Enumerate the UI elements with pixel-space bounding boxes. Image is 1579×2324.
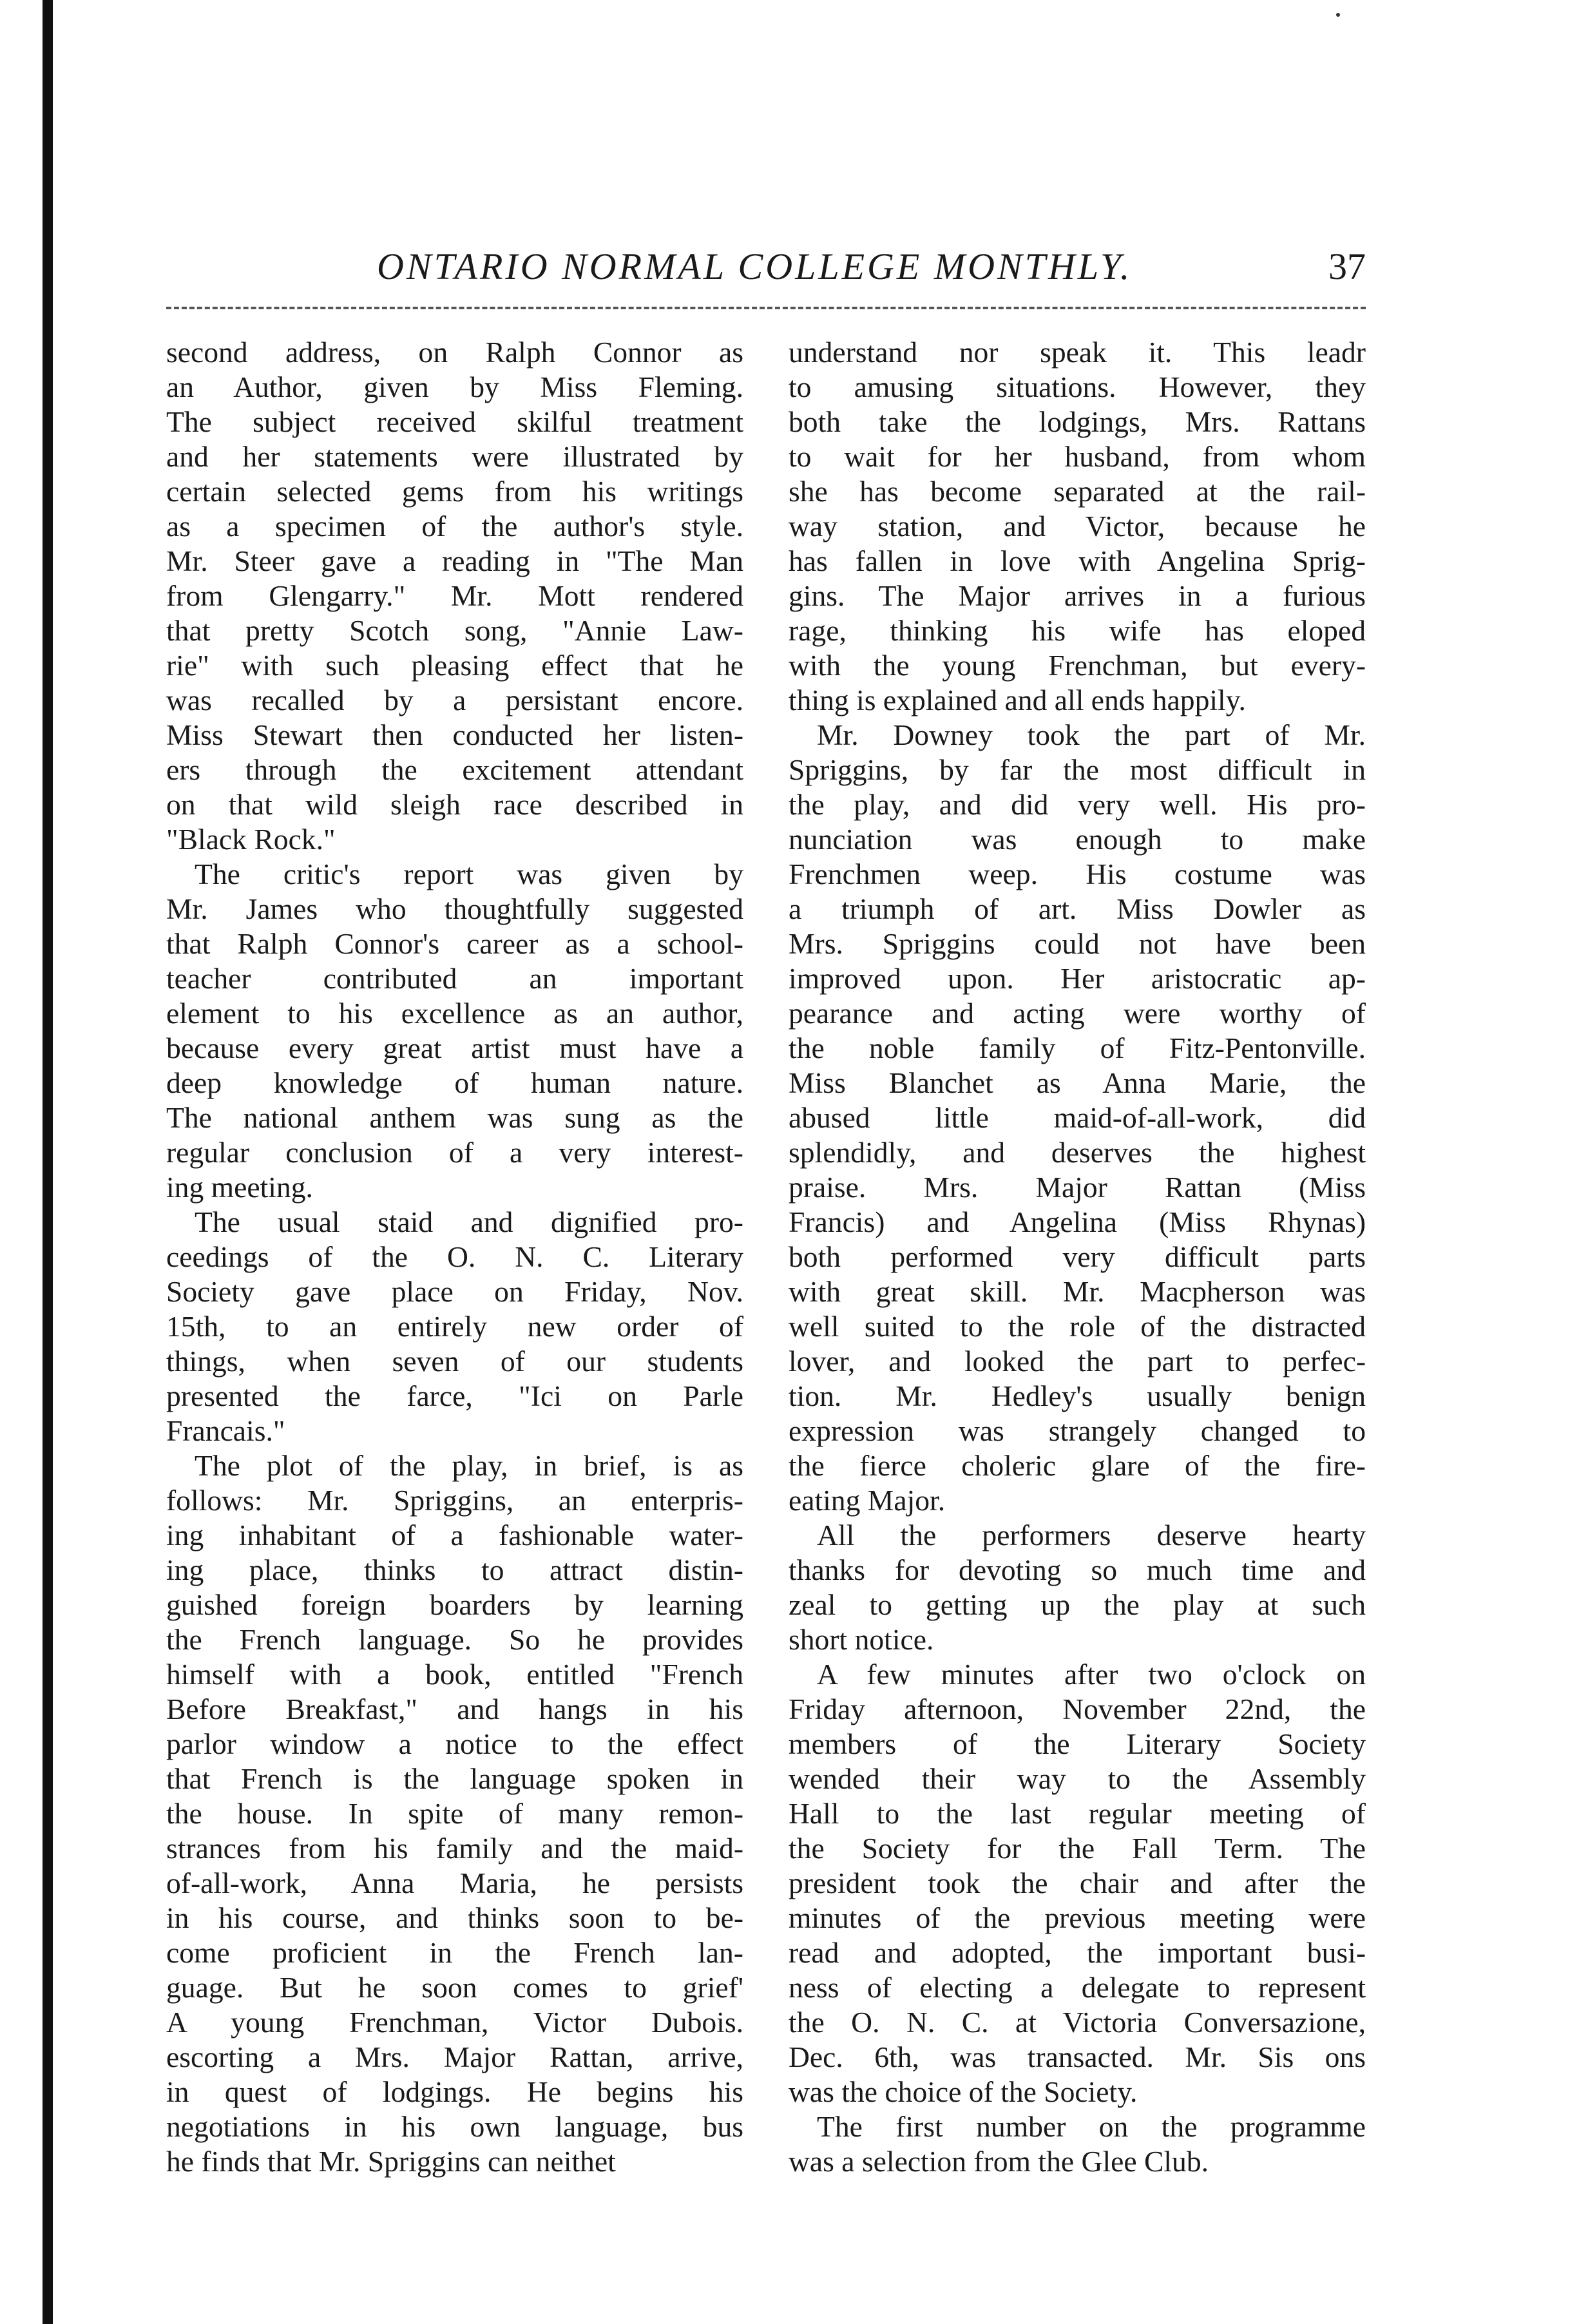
text-line: Mr. James who thoughtfully suggested <box>166 892 743 925</box>
page-number: 37 <box>1328 245 1366 287</box>
text-line: Spriggins, by far the most difficult in <box>789 753 1366 786</box>
text-line: parlor window a notice to the effect <box>166 1727 743 1760</box>
text-line: Miss Stewart then conducted her listen- <box>166 718 743 751</box>
text-line: she has become separated at the rail- <box>789 475 1366 508</box>
text-line: nunciation was enough to make <box>789 823 1366 856</box>
text-line: eating Major. <box>789 1484 946 1517</box>
text-line: in his course, and thinks soon to be- <box>166 1901 743 1934</box>
text-line: the house. In spite of many remon- <box>166 1797 743 1830</box>
text-line: come proficient in the French lan- <box>166 1936 743 1969</box>
text-line: Society gave place on Friday, Nov. <box>166 1275 743 1308</box>
text-line: understand nor speak it. This leadr <box>789 336 1366 369</box>
text-line: on that wild sleigh race described in <box>166 788 743 821</box>
text-line: gins. The Major arrives in a furious <box>789 579 1366 612</box>
text-line: the O. N. C. at Victoria Conversazione, <box>789 2006 1366 2039</box>
text-line: 15th, to an entirely new order of <box>166 1310 743 1343</box>
text-line: members of the Literary Society <box>789 1727 1366 1760</box>
text-line: both performed very difficult parts <box>789 1240 1366 1273</box>
text-line: lover, and looked the part to perfec- <box>789 1345 1366 1378</box>
text-line: ing meeting. <box>166 1171 313 1204</box>
text-line: Miss Blanchet as Anna Marie, the <box>789 1066 1366 1099</box>
text-line: things, when seven of our students <box>166 1345 743 1378</box>
text-line: pearance and acting were worthy of <box>789 997 1366 1030</box>
text-line: of-all-work, Anna Maria, he persists <box>166 1867 743 1899</box>
left-column <box>166 335 743 2179</box>
text-line: rie" with such pleasing effect that he <box>166 649 743 682</box>
text-line: ceedings of the O. N. C. Literary <box>166 1240 743 1273</box>
text-line: Mr. Downey took the part of Mr. <box>817 718 1366 751</box>
journal-title: ONTARIO NORMAL COLLEGE MONTHLY. <box>377 245 1133 287</box>
text-line: that pretty Scotch song, "Annie Law- <box>166 614 743 647</box>
text-line: guage. But he soon comes to grief' <box>166 1971 743 2004</box>
text-line: second address, on Ralph Connor as <box>166 336 743 369</box>
right-column <box>789 335 1366 2179</box>
text-line: ness of electing a delegate to represent <box>789 1971 1366 2004</box>
text-line: ers through the excitement attendant <box>166 753 743 786</box>
text-line: because every great artist must have a <box>166 1032 743 1064</box>
text-line: the play, and did very well. His pro- <box>789 788 1366 821</box>
text-line: A young Frenchman, Victor Dubois. <box>166 2006 743 2039</box>
text-line: the noble family of Fitz-Pentonville. <box>789 1032 1366 1064</box>
scan-speck <box>1336 13 1340 17</box>
text-line: well suited to the role of the distracted <box>789 1310 1366 1343</box>
text-line: ing inhabitant of a fashionable water- <box>166 1519 743 1551</box>
text-line: negotiations in his own language, bus <box>166 2110 743 2143</box>
text-line: All the performers deserve hearty <box>817 1519 1366 1551</box>
text-line: from Glengarry." Mr. Mott rendered <box>166 579 743 612</box>
text-line: was the choice of the Society. <box>789 2075 1138 2108</box>
text-line: the Society for the Fall Term. The <box>789 1832 1366 1865</box>
text-line: The subject received skilful treatment <box>166 405 743 438</box>
text-line: an Author, given by Miss Fleming. <box>166 370 743 403</box>
text-line: with the young Frenchman, but every- <box>789 649 1366 682</box>
text-line: presented the farce, "Ici on Parle <box>166 1379 743 1412</box>
text-line: certain selected gems from his writings <box>166 475 743 508</box>
text-line: escorting a Mrs. Major Rattan, arrive, <box>166 2041 743 2073</box>
text-line: minutes of the previous meeting were <box>789 1901 1366 1934</box>
text-line: Before Breakfast," and hangs in his <box>166 1693 743 1725</box>
text-line: "Black Rock." <box>166 823 336 856</box>
running-head <box>166 245 1366 296</box>
text-line: he finds that Mr. Spriggins can neithet <box>166 2145 616 2178</box>
text-line: strances from his family and the maid- <box>166 1832 743 1865</box>
text-line: way station, and Victor, because he <box>789 510 1366 543</box>
text-line: Frenchmen weep. His costume was <box>789 858 1366 890</box>
text-line: to amusing situations. However, they <box>789 370 1366 403</box>
text-line: regular conclusion of a very interest- <box>166 1136 743 1169</box>
text-line: the French language. So he provides <box>166 1623 743 1656</box>
text-line: in quest of lodgings. He begins his <box>166 2075 743 2108</box>
text-line: The critic's report was given by <box>195 858 743 890</box>
text-line: himself with a book, entitled "French <box>166 1658 743 1691</box>
text-line: The plot of the play, in brief, is as <box>195 1449 743 1482</box>
text-line: wended their way to the Assembly <box>789 1762 1366 1795</box>
text-line: that Ralph Connor's career as a school- <box>166 927 743 960</box>
text-line: The usual staid and dignified pro- <box>195 1205 743 1238</box>
text-line: expression was strangely changed to <box>789 1414 1366 1447</box>
text-line: thanks for devoting so much time and <box>789 1553 1366 1586</box>
text-line: Francis) and Angelina (Miss Rhynas) <box>789 1205 1366 1238</box>
text-line: element to his excellence as an author, <box>166 997 743 1030</box>
text-line: short notice. <box>789 1623 934 1656</box>
text-line: Mr. Steer gave a reading in "The Man <box>166 544 743 577</box>
text-line: The national anthem was sung as the <box>166 1101 743 1134</box>
text-line: abused little maid-of-all-work, did <box>789 1101 1366 1134</box>
text-line: the fierce choleric glare of the fire- <box>789 1449 1366 1482</box>
text-line: a triumph of art. Miss Dowler as <box>789 892 1366 925</box>
text-line: improved upon. Her aristocratic ap- <box>789 962 1366 995</box>
scan-margin-bar <box>43 0 53 2324</box>
text-line: was recalled by a persistant encore. <box>166 684 743 716</box>
text-line: Francais." <box>166 1414 285 1447</box>
text-line: praise. Mrs. Major Rattan (Miss <box>789 1171 1366 1204</box>
text-line: rage, thinking his wife has eloped <box>789 614 1366 647</box>
text-line: A few minutes after two o'clock on <box>817 1658 1366 1691</box>
text-line: zeal to getting up the play at such <box>789 1588 1366 1621</box>
text-line: has fallen in love with Angelina Sprig- <box>789 544 1366 577</box>
text-line: as a specimen of the author's style. <box>166 510 743 543</box>
text-line: Mrs. Spriggins could not have been <box>789 927 1366 960</box>
text-line: that French is the language spoken in <box>166 1762 743 1795</box>
text-line: to wait for her husband, from whom <box>789 440 1366 473</box>
text-line: deep knowledge of human nature. <box>166 1066 743 1099</box>
text-line: both take the lodgings, Mrs. Rattans <box>789 405 1366 438</box>
header-rule <box>166 307 1366 309</box>
text-line: with great skill. Mr. Macpherson was <box>789 1275 1366 1308</box>
text-line: thing is explained and all ends happily. <box>789 684 1246 716</box>
text-line: was a selection from the Glee Club. <box>789 2145 1209 2178</box>
text-line: president took the chair and after the <box>789 1867 1366 1899</box>
text-line: and her statements were illustrated by <box>166 440 743 473</box>
text-line: splendidly, and deserves the highest <box>789 1136 1366 1169</box>
text-line: teacher contributed an important <box>166 962 743 995</box>
text-line: tion. Mr. Hedley's usually benign <box>789 1379 1366 1412</box>
text-line: ing place, thinks to attract distin- <box>166 1553 743 1586</box>
text-line: Hall to the last regular meeting of <box>789 1797 1366 1830</box>
text-line: follows: Mr. Spriggins, an enterpris- <box>166 1484 743 1517</box>
text-line: Dec. 6th, was transacted. Mr. Sis ons <box>789 2041 1366 2073</box>
text-line: guished foreign boarders by learning <box>166 1588 743 1621</box>
text-line: The first number on the programme <box>817 2110 1366 2143</box>
text-line: Friday afternoon, November 22nd, the <box>789 1693 1366 1725</box>
text-line: read and adopted, the important busi- <box>789 1936 1366 1969</box>
